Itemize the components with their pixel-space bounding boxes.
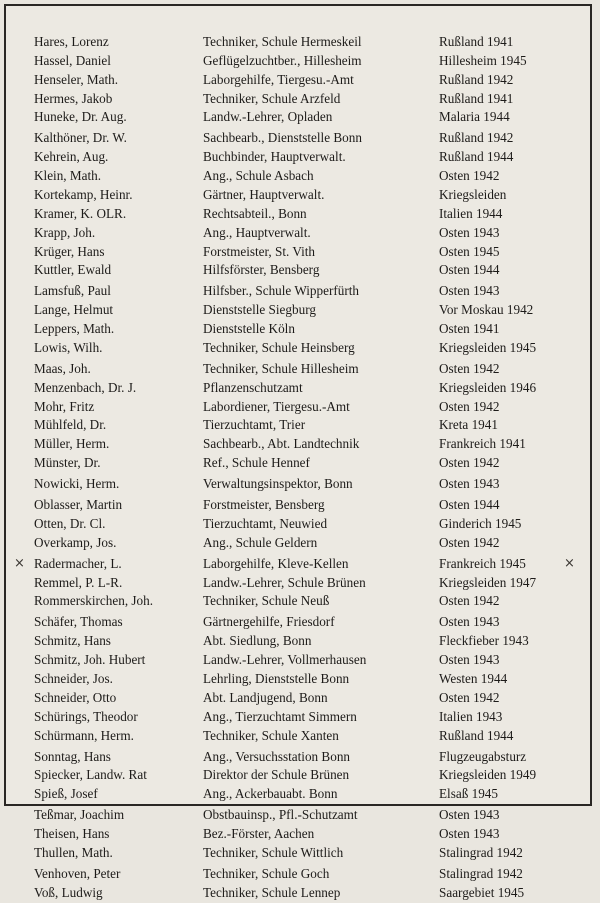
death-place-year: Stalingrad 1942 bbox=[439, 844, 523, 860]
list-row bbox=[6, 651, 590, 670]
list-row bbox=[6, 844, 590, 863]
death-place-year: Rußland 1942 bbox=[439, 130, 514, 146]
death-place-year: Osten 1943 bbox=[439, 224, 500, 240]
list-row bbox=[6, 785, 590, 804]
person-name: Maas, Joh. bbox=[34, 360, 91, 376]
death-place-year: Osten 1944 bbox=[439, 262, 500, 278]
person-position: Landw.-Lehrer, Schule Brünen bbox=[203, 574, 366, 590]
person-position: Sachbearb., Dienststelle Bonn bbox=[203, 130, 362, 146]
person-name: Teßmar, Joachim bbox=[34, 807, 125, 823]
person-position: Labordiener, Tiergesu.-Amt bbox=[203, 398, 350, 414]
person-position: Lehrling, Dienststelle Bonn bbox=[203, 671, 350, 687]
person-name: Mohr, Fritz bbox=[34, 398, 95, 414]
person-position: Laborgehilfe, Kleve-Kellen bbox=[203, 555, 349, 571]
person-name: Kuttler, Ewald bbox=[34, 262, 112, 278]
list-row bbox=[6, 167, 590, 186]
person-name: Kortekamp, Heinr. bbox=[34, 186, 133, 202]
person-name: Huneke, Dr. Aug. bbox=[34, 109, 127, 125]
person-position: Techniker, Schule Xanten bbox=[203, 727, 339, 743]
person-position: Techniker, Schule Hermeskeil bbox=[203, 34, 362, 49]
person-position: Forstmeister, Bensberg bbox=[203, 497, 325, 513]
person-name: Theisen, Hans bbox=[34, 826, 110, 842]
list-row bbox=[6, 416, 590, 435]
person-position: Gärtnergehilfe, Friesdorf bbox=[203, 614, 335, 630]
death-place-year: Vor Moskau 1942 bbox=[439, 302, 534, 318]
death-place-year: Kriegsleiden 1949 bbox=[439, 767, 537, 783]
list-row bbox=[6, 148, 590, 167]
list-row bbox=[6, 689, 590, 708]
death-place-year: Frankreich 1945 bbox=[439, 555, 526, 571]
person-name: Münster, Dr. bbox=[34, 455, 101, 471]
list-row bbox=[6, 224, 590, 243]
death-place-year: Italien 1944 bbox=[439, 205, 503, 221]
person-name: Venhoven, Peter bbox=[34, 865, 121, 881]
death-place-year: Osten 1943 bbox=[439, 807, 500, 823]
list-row bbox=[6, 806, 590, 825]
list-row bbox=[6, 884, 590, 903]
person-position: Abt. Landjugend, Bonn bbox=[203, 689, 328, 705]
person-name: Overkamp, Jos. bbox=[34, 534, 117, 550]
list-row bbox=[6, 261, 590, 280]
person-name: Lange, Helmut bbox=[34, 302, 114, 318]
person-position: Techniker, Schule Lennep bbox=[203, 884, 341, 900]
person-name: Klein, Math. bbox=[34, 168, 102, 184]
person-name: Müller, Herm. bbox=[34, 436, 110, 452]
list-row bbox=[6, 475, 590, 494]
death-place-year: Osten 1942 bbox=[439, 360, 500, 376]
list-row bbox=[6, 71, 590, 90]
person-name: Schneider, Jos. bbox=[34, 671, 113, 687]
person-name: Kehrein, Aug. bbox=[34, 149, 109, 165]
death-place-year: Osten 1944 bbox=[439, 497, 500, 513]
death-place-year: Kreta 1941 bbox=[439, 417, 498, 433]
death-place-year: Ginderich 1945 bbox=[439, 515, 522, 531]
person-name: Schmitz, Joh. Hubert bbox=[34, 652, 146, 668]
person-position: Ang., Ackerbauabt. Bonn bbox=[203, 786, 338, 802]
death-place-year: Osten 1942 bbox=[439, 455, 500, 471]
list-row bbox=[6, 186, 590, 205]
list-row bbox=[6, 727, 590, 746]
list-row bbox=[6, 708, 590, 727]
list-row bbox=[6, 825, 590, 844]
list-row bbox=[6, 865, 590, 884]
person-name: Krüger, Hans bbox=[34, 243, 105, 259]
document-page bbox=[4, 4, 592, 900]
person-position: Buchbinder, Hauptverwalt. bbox=[203, 149, 346, 165]
list-row bbox=[6, 243, 590, 262]
death-place-year: Rußland 1941 bbox=[439, 34, 514, 49]
person-name: Kalthöner, Dr. W. bbox=[34, 130, 127, 146]
list-row bbox=[6, 592, 590, 611]
person-position: Techniker, Schule Hillesheim bbox=[203, 360, 359, 376]
person-name: Lowis, Wilh. bbox=[34, 339, 103, 355]
person-name: Nowicki, Herm. bbox=[34, 476, 120, 492]
list-row bbox=[6, 515, 590, 534]
death-place-year: Kriegsleiden 1945 bbox=[439, 339, 537, 355]
person-name: Menzenbach, Dr. J. bbox=[34, 379, 137, 395]
person-position: Landw.-Lehrer, Opladen bbox=[203, 109, 333, 125]
death-place-year: Hillesheim 1945 bbox=[439, 52, 527, 68]
person-position: Direktor der Schule Brünen bbox=[203, 767, 350, 783]
person-position: Verwaltungsinspektor, Bonn bbox=[203, 476, 353, 492]
list-row bbox=[6, 52, 590, 71]
person-position: Dienststelle Köln bbox=[203, 321, 295, 337]
death-place-year: Kriegsleiden 1947 bbox=[439, 574, 537, 590]
list-row bbox=[6, 379, 590, 398]
list-row bbox=[6, 632, 590, 651]
list-row bbox=[6, 435, 590, 454]
death-place-year: Kriegsleiden 1946 bbox=[439, 379, 537, 395]
death-place-year: Westen 1944 bbox=[439, 671, 508, 687]
person-position: Hilfsförster, Bensberg bbox=[203, 262, 320, 278]
person-position: Ref., Schule Hennef bbox=[203, 455, 310, 471]
person-name: Hermes, Jakob bbox=[34, 90, 113, 106]
person-name: Lamsfuß, Paul bbox=[34, 283, 111, 299]
death-place-year: Osten 1942 bbox=[439, 689, 500, 705]
death-place-year: Osten 1943 bbox=[439, 476, 500, 492]
death-place-year: Stalingrad 1942 bbox=[439, 865, 523, 881]
list-row bbox=[6, 398, 590, 417]
person-name: Leppers, Math. bbox=[34, 321, 115, 337]
death-place-year: Elsaß 1945 bbox=[439, 786, 498, 802]
death-place-year: Osten 1941 bbox=[439, 321, 500, 337]
death-place-year: Osten 1943 bbox=[439, 652, 500, 668]
person-position: Rechtsabteil., Bonn bbox=[203, 205, 307, 221]
death-place-year: Osten 1945 bbox=[439, 243, 500, 259]
person-position: Ang., Schule Geldern bbox=[203, 534, 318, 550]
person-name: Remmel, P. L-R. bbox=[34, 574, 123, 590]
death-place-year: Rußland 1944 bbox=[439, 727, 514, 743]
death-place-year: Osten 1943 bbox=[439, 283, 500, 299]
death-place-year: Fleckfieber 1943 bbox=[439, 633, 529, 649]
list-row bbox=[6, 282, 590, 301]
person-name: Schürmann, Herm. bbox=[34, 727, 134, 743]
person-position: Tierzuchtamt, Neuwied bbox=[203, 515, 328, 531]
list-row bbox=[6, 670, 590, 689]
death-place-year: Osten 1943 bbox=[439, 614, 500, 630]
death-place-year: Osten 1942 bbox=[439, 593, 500, 609]
handwritten-cross-mark: × bbox=[564, 555, 575, 571]
death-place-year: Osten 1942 bbox=[439, 398, 500, 414]
person-position: Forstmeister, St. Vith bbox=[203, 243, 316, 259]
person-position: Laborgehilfe, Tiergesu.-Amt bbox=[203, 71, 354, 87]
person-position: Techniker, Schule Arzfeld bbox=[203, 90, 341, 106]
list-row bbox=[6, 339, 590, 358]
person-position: Techniker, Schule Goch bbox=[203, 865, 330, 881]
list-row bbox=[6, 613, 590, 632]
person-position: Landw.-Lehrer, Vollmerhausen bbox=[203, 652, 367, 668]
person-position: Ang., Tierzuchtamt Simmern bbox=[203, 708, 357, 724]
list-row bbox=[6, 766, 590, 785]
person-name: Schäfer, Thomas bbox=[34, 614, 123, 630]
person-name: Hares, Lorenz bbox=[34, 34, 109, 49]
death-place-year: Italien 1943 bbox=[439, 708, 503, 724]
list-row bbox=[6, 205, 590, 224]
death-place-year: Rußland 1941 bbox=[439, 90, 514, 106]
person-name: Thullen, Math. bbox=[34, 844, 113, 860]
list-row bbox=[6, 574, 590, 593]
person-name: Mühlfeld, Dr. bbox=[34, 417, 107, 433]
death-place-year: Rußland 1944 bbox=[439, 149, 514, 165]
person-position: Techniker, Schule Neuß bbox=[203, 593, 330, 609]
person-name: Henseler, Math. bbox=[34, 71, 119, 87]
death-place-year: Frankreich 1941 bbox=[439, 436, 526, 452]
list-row bbox=[6, 301, 590, 320]
person-position: Ang., Hauptverwalt. bbox=[203, 224, 311, 240]
person-position: Sachbearb., Abt. Landtechnik bbox=[203, 436, 360, 452]
list-row bbox=[6, 90, 590, 109]
death-place-year: Flugzeugabsturz bbox=[439, 748, 527, 764]
list-row bbox=[6, 33, 590, 52]
death-place-year: Osten 1942 bbox=[439, 534, 500, 550]
list-row bbox=[6, 534, 590, 553]
person-position: Ang., Versuchsstation Bonn bbox=[203, 748, 351, 764]
person-name: Sonntag, Hans bbox=[34, 748, 111, 764]
death-place-year: Kriegsleiden bbox=[439, 186, 507, 202]
person-position: Tierzuchtamt, Trier bbox=[203, 417, 306, 433]
person-name: Hassel, Daniel bbox=[34, 52, 111, 68]
person-position: Gärtner, Hauptverwalt. bbox=[203, 186, 325, 202]
person-name: Radermacher, L. bbox=[34, 555, 122, 571]
list-row bbox=[6, 129, 590, 148]
person-position: Abt. Siedlung, Bonn bbox=[203, 633, 312, 649]
handwritten-cross-mark: × bbox=[14, 555, 25, 571]
person-name: Schneider, Otto bbox=[34, 689, 117, 705]
person-name: Schmitz, Hans bbox=[34, 633, 111, 649]
list-row bbox=[6, 555, 590, 574]
person-position: Hilfsber., Schule Wipperfürth bbox=[203, 283, 359, 299]
person-position: Techniker, Schule Heinsberg bbox=[203, 339, 355, 355]
list-row bbox=[6, 360, 590, 379]
memorial-list bbox=[6, 33, 590, 903]
person-position: Bez.-Förster, Aachen bbox=[203, 826, 315, 842]
person-name: Spiecker, Landw. Rat bbox=[34, 767, 147, 783]
person-name: Schürings, Theodor bbox=[34, 708, 138, 724]
death-place-year: Rußland 1942 bbox=[439, 71, 514, 87]
person-position: Ang., Schule Asbach bbox=[203, 168, 314, 184]
person-name: Otten, Dr. Cl. bbox=[34, 515, 106, 531]
death-place-year: Malaria 1944 bbox=[439, 109, 510, 125]
list-row bbox=[6, 496, 590, 515]
person-name: Kramer, K. OLR. bbox=[34, 205, 127, 221]
person-position: Dienststelle Siegburg bbox=[203, 302, 316, 318]
person-position: Techniker, Schule Wittlich bbox=[203, 844, 344, 860]
person-position: Geflügelzuchtber., Hillesheim bbox=[203, 52, 362, 68]
list-row bbox=[6, 748, 590, 767]
death-place-year: Osten 1942 bbox=[439, 168, 500, 184]
list-row bbox=[6, 320, 590, 339]
person-name: Krapp, Joh. bbox=[34, 224, 96, 240]
list-row bbox=[6, 454, 590, 473]
person-name: Voß, Ludwig bbox=[34, 884, 103, 900]
person-name: Rommerskirchen, Joh. bbox=[34, 593, 154, 609]
person-position: Pflanzenschutzamt bbox=[203, 379, 303, 395]
list-row bbox=[6, 108, 590, 127]
person-position: Obstbauinsp., Pfl.-Schutzamt bbox=[203, 807, 358, 823]
death-place-year: Osten 1943 bbox=[439, 826, 500, 842]
person-name: Oblasser, Martin bbox=[34, 497, 123, 513]
person-name: Spieß, Josef bbox=[34, 786, 98, 802]
death-place-year: Saargebiet 1945 bbox=[439, 884, 525, 900]
